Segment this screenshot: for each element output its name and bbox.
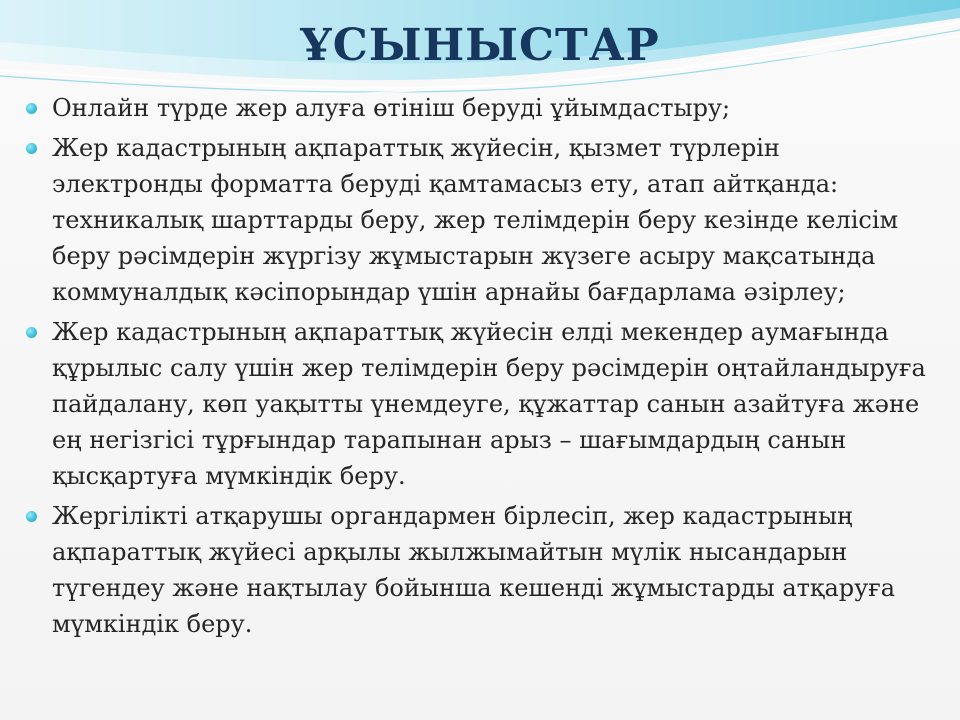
bullet-dot-icon bbox=[26, 327, 37, 338]
bullet-text: Жергілікті атқарушы органдармен бірлесіп, жер кадастрының ақпараттық жүйесі арқылы жылжымайтын мүлік нысандарын түгендеу және нақтылау бойынша кешенді жұмыстарды атқаруға мүмкіндік беру. bbox=[52, 502, 896, 638]
slide-title: ҰСЫНЫСТАР bbox=[300, 20, 660, 71]
bullet-text: Жер кадастрының ақпараттық жүйесін елді мекендер аумағында құрылыс салу үшін жер телімдерін беру рәсімдерін оңтайландыруға пайдалану, көп уақытты үнемдеуге, құжаттар санын азайтуға және ең негізгісі тұрғындар тарапынан арыз – шағымдардың санын қысқартуға мүмкіндік беру. bbox=[52, 318, 926, 490]
bullet-item bbox=[24, 130, 936, 310]
bullet-text: Онлайн түрде жер алуға өтініш беруді ұйымдастыру; bbox=[52, 94, 731, 122]
bullet-dot-icon bbox=[26, 103, 37, 114]
bullet-item bbox=[24, 314, 936, 494]
bullet-text: Жер кадастрының ақпараттық жүйесін, қызмет түрлерін электронды форматта беруді қамтамасыз ету, атап айтқанда: техникалық шарттарды беру, жер телімдерін беру кезінде келісім беру рәсімдерін жүргізу жұмыстарын жүзеге асыру мақсатында коммуналдық кәсіпорындар үшін арнайы бағдарлама әзірлеу; bbox=[52, 134, 899, 306]
bullet-dot-icon bbox=[26, 511, 37, 522]
bullet-dot-icon bbox=[26, 143, 37, 154]
bullet-item bbox=[24, 498, 936, 642]
bullet-item bbox=[24, 90, 936, 126]
bullet-list bbox=[24, 90, 936, 646]
